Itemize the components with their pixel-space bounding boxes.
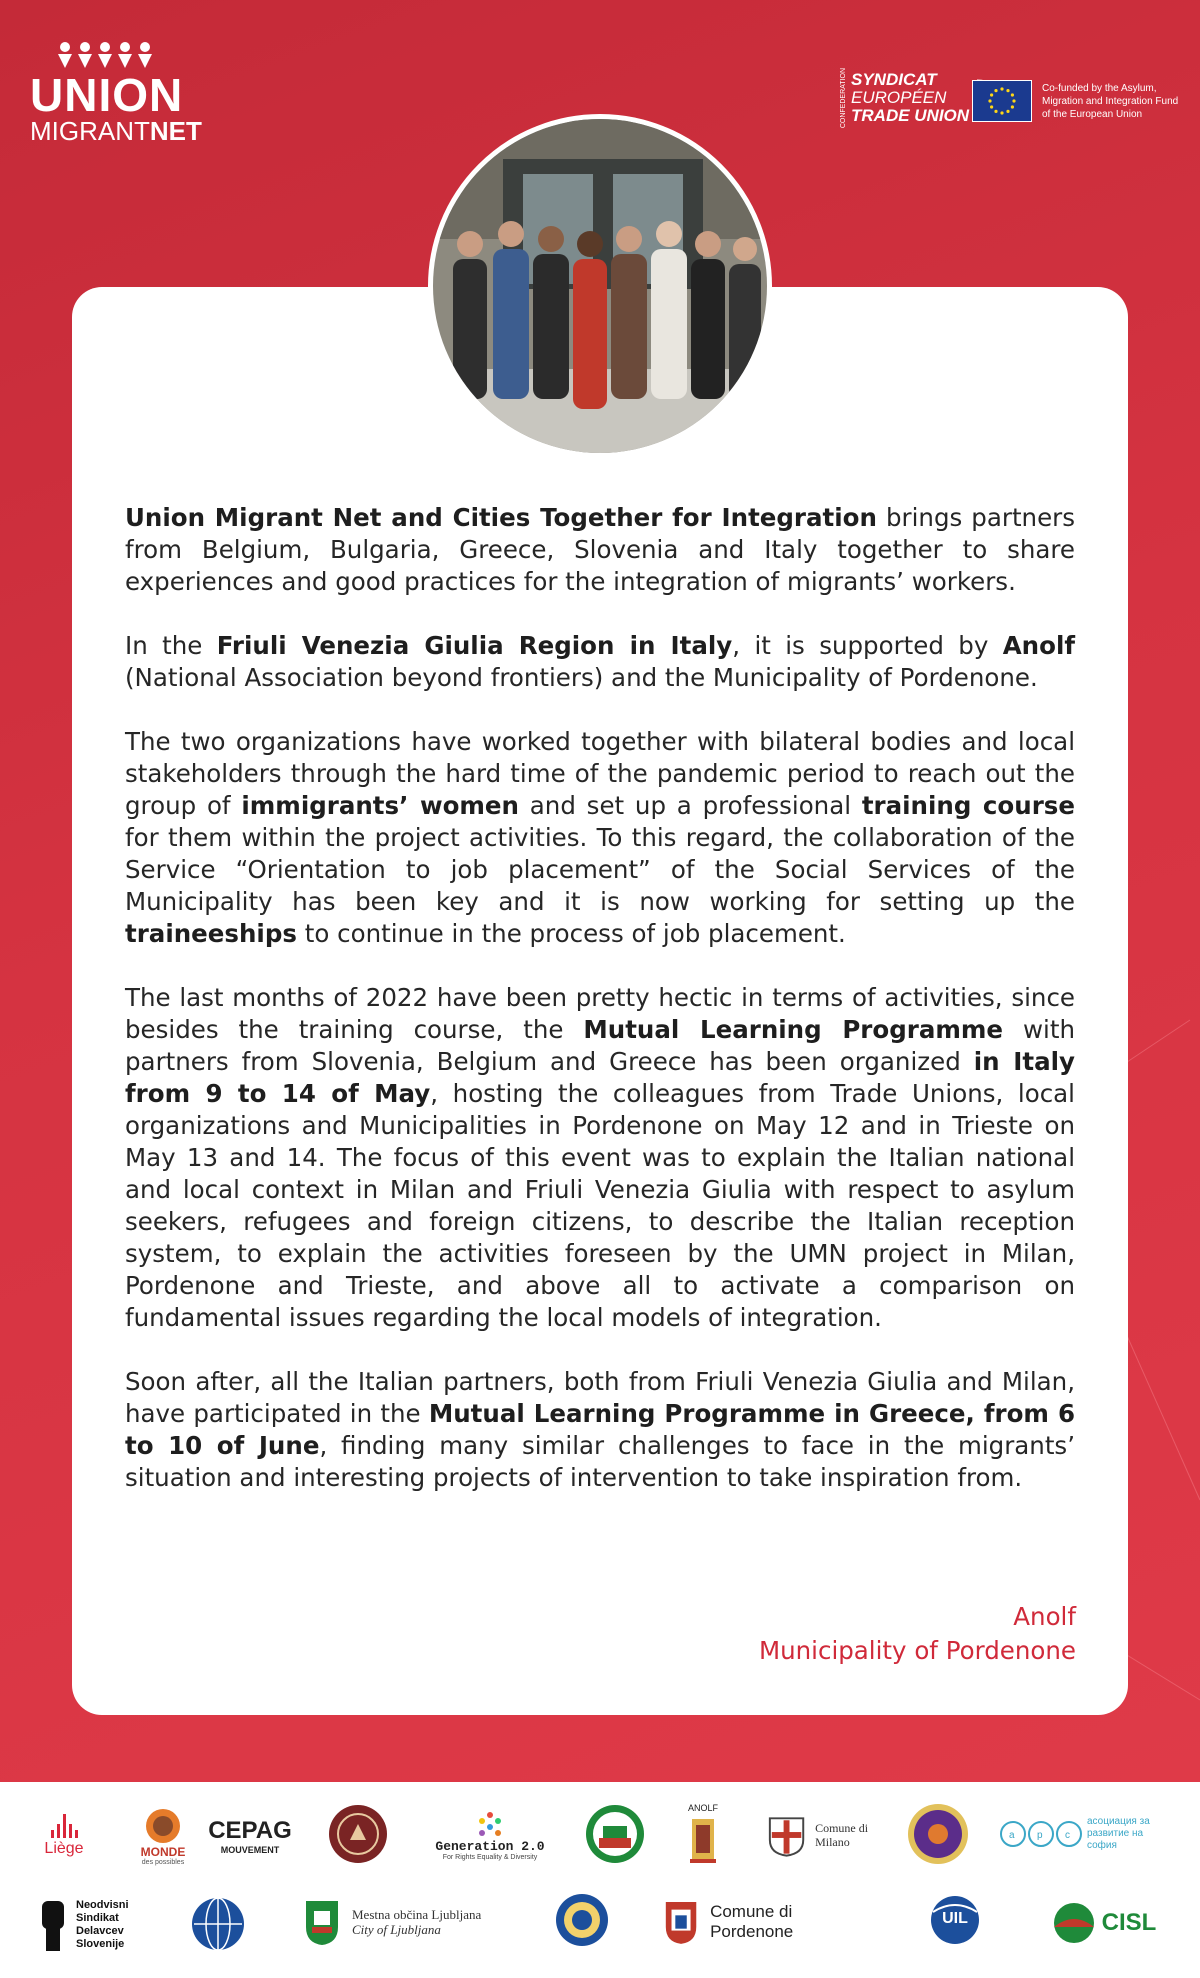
athens-association-logo [328,1804,388,1864]
purple-seal-logo [906,1802,970,1866]
milano-metropoli-logo [585,1804,645,1864]
etuc-line3: TRADE UNION [851,106,970,126]
ljubljana-coat-of-arms-icon [302,1897,342,1947]
article-body [125,502,1075,1526]
paragraph-region: In the Friuli Venezia Giulia Region in Italy, it is supported by Anolf (National Association beyond frontiers) and the Municipality of Pordenone. [125,631,1076,692]
pordenone-coat-of-arms-icon [662,1897,700,1947]
monde-logo: MONDE des possibles [128,1804,198,1868]
comune-pordenone-logo: Comune di Pordenone [662,1894,872,1950]
svg-text:c: c [1065,1830,1070,1841]
etuc-line2: EUROPÉEN [851,88,947,108]
generation-dots-icon [473,1809,507,1839]
ljubljana-logo: Mestna občina Ljubljana City of Ljubljana [302,1894,512,1950]
liege-logo: Liège [34,1804,94,1864]
signature-municipality: Municipality of Pordenone [758,1636,1076,1665]
cisl-icon [1052,1901,1096,1945]
blue-globe-logo [188,1894,248,1954]
signature [600,1600,1076,1668]
union-migrant-net-logo [30,42,202,146]
group-photo-illustration [433,119,767,453]
globe-icon [190,1896,246,1952]
apc-sofia-logo: a p c асоциация за развитие на софия [998,1812,1158,1856]
eu-flag-icon [972,80,1032,122]
seal-icon [328,1804,388,1864]
uil-logo: UIL [922,1892,988,1952]
paragraph-organizations: The two organizations have worked together with bilateral bodies and local stakeholders through the hard time of the pandemic period to reach out the group of immigrants’ women and set up a professional training course for them within the project activities. To this regard, the collaboration of the Service “Orientation to job placement” of the Social Services of the Municipality has been key and it is now working for setting up the traineeships to continue in the process of job placement. [125,727,1075,948]
anolf-logo: ANOLF [680,1796,726,1872]
eu-funding-text: Co-funded by the Asylum, Migration and Integration Fund of the European Union [1042,82,1179,120]
seal-icon [585,1804,645,1864]
paragraph-intro: Union Migrant Net and Cities Together for Integration brings partners from Belgium, Bulgaria, Greece, Slovenia and Italy together to share experiences and good practices for the integration of migrants’ workers. [125,503,1075,596]
generation-2-logo: Generation 2.0 For Rights Equality & Diversity [430,1802,550,1868]
signature-anolf: Anolf [1013,1602,1076,1631]
paragraph-greece: Soon after, all the Italian partners, both from Friuli Venezia Giulia and Milan, have participated in the Mutual Learning Programme in Greece, from 6 to 10 of June, finding many similar challenges to face in the migrants’ situation and interesting projects of intervention to take inspiration from. [125,1367,1075,1492]
etuc-line1: SYNDICAT [851,70,937,90]
svg-text:p: p [1037,1830,1043,1841]
liege-bars-icon [49,1810,79,1840]
logo-migrant-net-text: MIGRANTNET [30,116,202,146]
city-of-athens-logo [552,1890,612,1954]
partner-logos [0,1782,1200,1978]
seal-icon [906,1802,970,1866]
comune-milano-logo: Comune di Milano [762,1810,874,1860]
milano-coat-of-arms-icon [762,1812,811,1858]
nsds-logo: Neodvisni Sindikat Delavcev Slovenije [34,1890,144,1960]
people-icon [30,42,180,72]
group-photo [428,114,772,458]
fist-icon [34,1897,72,1953]
seal-icon [554,1892,610,1952]
cepag-logo: CEPAG MOUVEMENT [208,1817,292,1855]
apc-circles-icon [999,1815,1083,1853]
eu-funding-logo [972,80,1182,122]
paragraph-activities: The last months of 2022 have been pretty hectic in terms of activities, since besides the training course, the Mutual Learning Programme with partners from Slovenia, Belgium and Greece has been organized in Italy from 9 to 14 of May, hosting the colleagues from Trade Unions, local organizations and Municipalities in Pordenone on May 12 and in Trieste on May 13 and 14. The focus of this event was to explain the Italian national and local context in Milan and Friuli Venezia Giulia with respect to asylum seekers, refugees and foreign citizens, to describe the Italian reception system, to explain the activities foreseen by the UMN project in Milan, Pordenone and Trieste, and above all to activate a comparison on fundamental issues regarding the local models of integration. [125,983,1075,1332]
anolf-figures-icon [688,1813,718,1865]
etuc-side-text: CONFEDERATION [840,68,847,129]
monde-globe-icon [142,1807,184,1845]
logo-union-text: UNION [30,69,184,121]
svg-text:a: a [1009,1830,1015,1841]
cisl-logo: CISL [1040,1898,1168,1948]
